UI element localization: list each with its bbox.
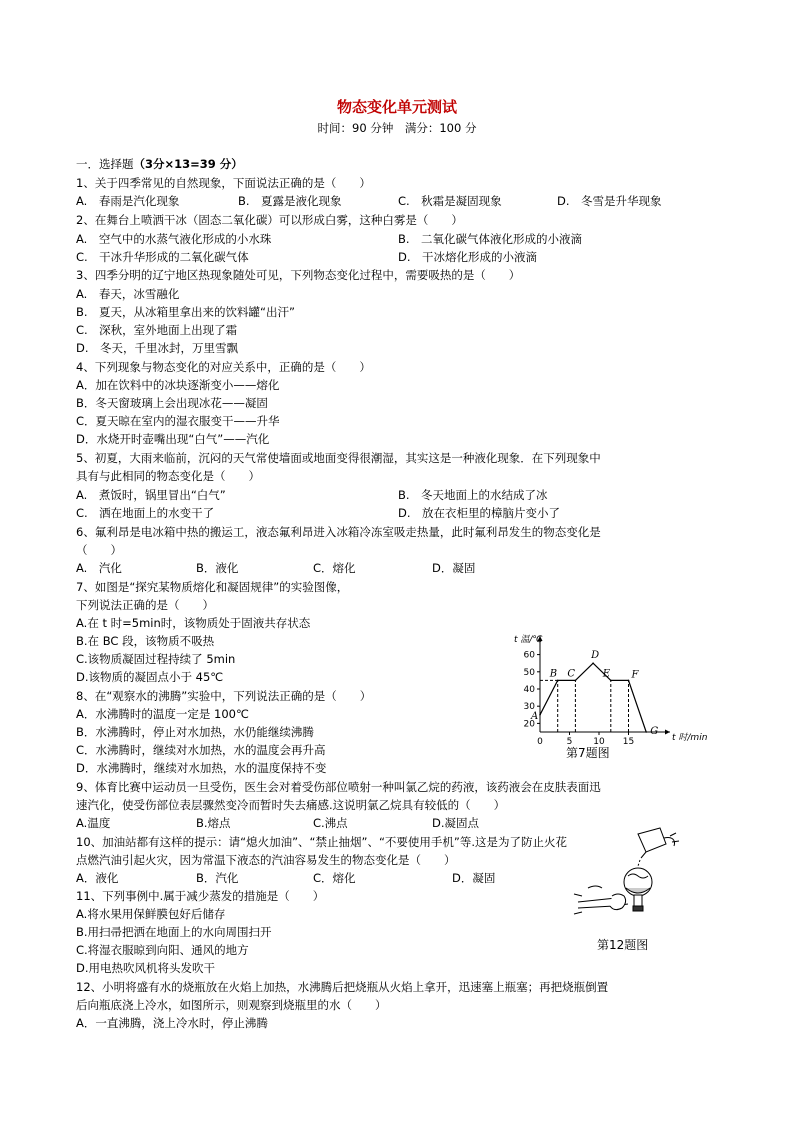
figure-12-caption: 第12题图 — [597, 938, 649, 952]
x-axis-arrow — [665, 730, 670, 735]
question-6-option-d: D．凝固 — [432, 561, 476, 575]
question-1-option-b: B. 夏露是液化现象 — [238, 194, 342, 208]
point-marker — [645, 731, 647, 733]
question-10-stem-cont: 点燃汽油引起火灾，因为常温下液态的汽油容易发生的物态变化是（ ） — [76, 853, 456, 867]
question-3-stem: 3、四季分明的辽宁地区热现象随处可见，下列物态变化过程中，需要吸热的是（ ） — [76, 268, 521, 282]
question-6-option-b: B．液化 — [196, 561, 239, 575]
question-4-option-b: B．冬天窗玻璃上会出现冰花——凝固 — [76, 396, 268, 410]
x-tick-label: 0 — [537, 737, 543, 747]
point-marker — [539, 714, 541, 716]
question-7-option-c: C.该物质凝固过程持续了 5min — [76, 652, 236, 666]
question-11-option-c: C.将湿衣服晾到向阳、通风的地方 — [76, 943, 249, 957]
question-4-option-c: C．夏天晾在室内的湿衣服变干——升华 — [76, 414, 280, 428]
point-label: A — [531, 710, 539, 722]
point-label: F — [631, 669, 639, 681]
question-12-option-a: A．一直沸腾，浇上冷水时，停止沸腾 — [76, 1016, 268, 1030]
question-7-option-b: B.在 BC 段，该物质不吸热 — [76, 634, 215, 648]
point-marker — [628, 680, 630, 682]
question-11-option-d: D.用电热吹风机将头发吹干 — [76, 961, 216, 975]
x-tick-label: 5 — [566, 737, 573, 747]
question-8-option-a: A．水沸腾时的温度一定是 100℃ — [76, 707, 249, 721]
x-tick-label: 15 — [622, 737, 635, 747]
question-1-option-a: A. 春雨是汽化现象 — [76, 194, 180, 208]
y-tick-label: 40 — [523, 685, 535, 695]
question-1-stem: 1、关于四季常见的自然现象，下面说法正确的是（ ） — [76, 176, 371, 190]
section-score: （3分×13=39 分） — [133, 157, 243, 171]
question-7-stem: 7、如图是“探究某物质熔化和凝固规律”的实验图像， — [76, 580, 349, 594]
question-8-option-c: C．水沸腾时，继续对水加热，水的温度会再升高 — [76, 743, 326, 757]
section-heading — [76, 157, 243, 172]
question-4-option-d: D．水烧开时壶嘴出现“白气”——汽化 — [76, 432, 270, 446]
question-2-option-c: C. 干冰升华形成的二氧化碳气体 — [76, 250, 249, 264]
point-marker — [592, 662, 594, 664]
question-6-option-c: C．熔化 — [313, 561, 356, 575]
question-3-option-c: C. 深秋，室外地面上出现了霜 — [76, 323, 238, 337]
question-12-figure — [568, 826, 690, 926]
question-6-option-a: A. 汽化 — [76, 561, 122, 575]
point-label: G — [650, 726, 659, 737]
question-10-option-a: A．液化 — [76, 871, 119, 885]
point-marker — [610, 680, 612, 682]
question-9-option-c: C.沸点 — [313, 816, 348, 830]
y-tick-label: 50 — [523, 667, 535, 678]
question-5-option-a: A. 煮饭时，锅里冒出“白气” — [76, 488, 226, 502]
question-2-option-b: B. 二氧化碳气体液化形成的小液滴 — [398, 232, 583, 246]
question-5-option-c: C. 洒在地面上的水变干了 — [76, 506, 215, 520]
question-1-option-d: D. 冬雪是升华现象 — [557, 194, 662, 208]
point-label: B — [549, 668, 558, 680]
point-marker — [575, 680, 577, 682]
question-3-option-d: D. 冬天，千里冰封，万里雪飘 — [76, 341, 239, 355]
question-9-option-a: A.温度 — [76, 816, 111, 830]
question-7-option-d: D.该物质的凝固点小于 45℃ — [76, 670, 224, 684]
question-9-stem-cont: 速汽化，使受伤部位表层骤然变冷而暂时失去痛感.这说明氯乙烷具有较低的（ ） — [76, 798, 506, 812]
section-label: 一．选择题 — [76, 157, 134, 171]
y-axis-label: t 温/℃ — [514, 635, 543, 645]
question-12-stem-cont: 后向瓶底浇上冷水，如图所示，则观察到烧瓶里的水（ ） — [76, 998, 387, 1012]
question-4-stem: 4、下列现象与物态变化的对应关系中，正确的是（ ） — [76, 360, 371, 374]
point-label: D — [591, 650, 600, 662]
page-title: 物态变化单元测试 — [336, 98, 457, 116]
y-tick-label: 30 — [523, 702, 535, 713]
question-11-option-b: B.用扫帚把洒在地面上的水向周围扫开 — [76, 925, 272, 939]
question-7-stem-cont: 下列说法正确的是（ ） — [76, 598, 214, 612]
chart-caption: 第7题图 — [566, 746, 610, 760]
question-12-stem: 12、小明将盛有水的烧瓶放在火焰上加热，水沸腾后把烧瓶从火焰上拿开，迅速塞上瓶塞；再把烧瓶倒置 — [76, 980, 609, 994]
question-8-option-d: D．水沸腾时，继续对水加热，水的温度保持不变 — [76, 761, 327, 775]
question-3-option-a: A. 春天，冰雪融化 — [76, 287, 180, 301]
question-8-stem: 8、在“观察水的沸腾”实验中，下列说法正确的是（ ） — [76, 689, 372, 703]
melting-curve-chart — [508, 635, 708, 747]
question-9-option-b: B.熔点 — [196, 816, 231, 830]
x-tick-label: 10 — [593, 737, 605, 747]
point-label: C — [567, 668, 576, 680]
question-10-option-c: C．熔化 — [313, 871, 356, 885]
flask-illustration — [568, 826, 690, 926]
question-1-option-c: C. 秋霜是凝固现象 — [398, 194, 502, 208]
point-marker — [557, 680, 559, 682]
question-6-stem-cont: （ ） — [76, 543, 122, 557]
question-2-option-a: A. 空气中的水蒸气液化形成的小水珠 — [76, 232, 272, 246]
question-9-option-d: D.凝固点 — [432, 816, 480, 830]
question-4-option-a: A．加在饮料中的冰块逐渐变小——熔化 — [76, 378, 280, 392]
x-axis-label: t 时/min — [672, 733, 708, 743]
question-6-stem: 6、氟利昂是电冰箱中热的搬运工，液态氟利昂进入冰箱冷冻室吸走热量，此时氟利昂发生的物态变化是 — [76, 525, 601, 539]
question-3-option-b: B. 夏天，从冰箱里拿出来的饮料罐“出汗” — [76, 305, 295, 319]
question-9-stem: 9、体育比赛中运动员一旦受伤，医生会对着受伤部位喷射一种叫氯乙烷的药液，该药液会在皮肤表面迅 — [76, 780, 601, 794]
question-10-option-b: B．汽化 — [196, 871, 239, 885]
question-8-option-b: B．水沸腾时，停止对水加热，水仍能继续沸腾 — [76, 725, 314, 739]
question-10-stem: 10、加油站都有这样的提示：请“熄火加油”、“禁止抽烟”、“不要使用手机”等.这是为了防止火花 — [76, 835, 568, 849]
question-2-option-d: D. 干冰熔化形成的小液滴 — [398, 250, 538, 264]
question-11-stem: 11、下列事例中.属于减少蒸发的措施是（ ） — [76, 889, 325, 903]
question-5-option-b: B. 冬天地面上的水结成了冰 — [398, 488, 548, 502]
question-11-option-a: A.将水果用保鲜膜包好后储存 — [76, 907, 226, 921]
question-10-option-d: D．凝固 — [452, 871, 496, 885]
question-5-stem-cont: 具有与此相同的物态变化是（ ） — [76, 469, 260, 483]
y-tick-label: 20 — [523, 719, 535, 730]
page-subtitle: 时间：90 分钟 满分：100 分 — [317, 121, 477, 135]
y-tick-label: 60 — [523, 650, 535, 661]
question-2-stem: 2、在舞台上喷洒干冰（固态二氧化碳）可以形成白雾，这种白雾是（ ） — [76, 213, 463, 227]
point-label: E — [602, 668, 611, 680]
question-5-stem: 5、初夏，大雨来临前，沉闷的天气常使墙面或地面变得很潮湿，其实这是一种液化现象．在下列现象中 — [76, 451, 601, 465]
question-7-option-a: A.在 t 时=5min时，该物质处于固液共存状态 — [76, 616, 311, 630]
question-5-option-d: D. 放在衣柜里的樟脑片变小了 — [398, 506, 561, 520]
